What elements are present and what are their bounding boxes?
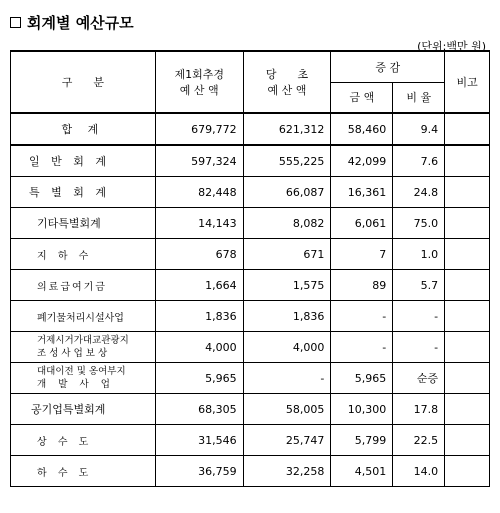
table-row [11, 239, 490, 270]
cell-ratio: 순증 [393, 363, 445, 394]
cell-supp: 679,772 [155, 113, 243, 145]
budget-table [10, 50, 490, 487]
cell-note [445, 425, 490, 456]
table-row [11, 456, 490, 487]
table-row [11, 113, 490, 145]
cell-ratio: 75.0 [393, 208, 445, 239]
row-label: 지 하 수 [11, 239, 156, 270]
cell-supp: 36,759 [155, 456, 243, 487]
cell-ratio: 5.7 [393, 270, 445, 301]
row-label: 상 수 도 [11, 425, 156, 456]
header-orig-budget: 당 초 예 산 액 [243, 51, 331, 113]
table-row [11, 363, 490, 394]
cell-amount: 58,460 [331, 113, 393, 145]
title-text: 회계별 예산규모 [27, 14, 134, 32]
cell-note [445, 394, 490, 425]
cell-note [445, 208, 490, 239]
cell-supp: 14,143 [155, 208, 243, 239]
cell-orig: 58,005 [243, 394, 331, 425]
table-row [11, 301, 490, 332]
cell-supp: 68,305 [155, 394, 243, 425]
row-label: 기타특별회계 [11, 208, 156, 239]
row-label: 폐기물처리시설사업 [11, 301, 156, 332]
header-ratio: 비 율 [393, 82, 445, 113]
table-row [11, 208, 490, 239]
cell-ratio: 1.0 [393, 239, 445, 270]
row-label: 공기업특별회계 [11, 394, 156, 425]
header-amount: 금 액 [331, 82, 393, 113]
cell-amount: 7 [331, 239, 393, 270]
row-label: 대대이전 및 옹여부지 개 발 사 업 [11, 363, 156, 394]
cell-ratio: 14.0 [393, 456, 445, 487]
cell-ratio: 24.8 [393, 177, 445, 208]
cell-orig: 555,225 [243, 145, 331, 177]
row-label: 특 별 회 계 [11, 177, 156, 208]
cell-amount: 6,061 [331, 208, 393, 239]
cell-supp: 5,965 [155, 363, 243, 394]
cell-amount: 5,799 [331, 425, 393, 456]
cell-ratio: 22.5 [393, 425, 445, 456]
cell-orig: 1,836 [243, 301, 331, 332]
header-supp-budget: 제1회추경 예 산 액 [155, 51, 243, 113]
cell-note [445, 332, 490, 363]
section-title [10, 12, 134, 33]
header-category: 구 분 [11, 51, 156, 113]
table-row [11, 332, 490, 363]
cell-amount: 42,099 [331, 145, 393, 177]
cell-note [445, 301, 490, 332]
row-label: 하 수 도 [11, 456, 156, 487]
cell-amount: 16,361 [331, 177, 393, 208]
cell-supp: 678 [155, 239, 243, 270]
table-row [11, 270, 490, 301]
cell-ratio: - [393, 332, 445, 363]
cell-supp: 4,000 [155, 332, 243, 363]
table-row [11, 394, 490, 425]
cell-orig: - [243, 363, 331, 394]
cell-note [445, 456, 490, 487]
cell-note [445, 270, 490, 301]
cell-supp: 1,836 [155, 301, 243, 332]
cell-supp: 1,664 [155, 270, 243, 301]
cell-orig: 25,747 [243, 425, 331, 456]
cell-amount: 89 [331, 270, 393, 301]
cell-amount: 5,965 [331, 363, 393, 394]
row-label: 일 반 회 계 [11, 145, 156, 177]
header-change: 증 감 [331, 51, 445, 82]
cell-ratio: 17.8 [393, 394, 445, 425]
cell-amount: - [331, 301, 393, 332]
cell-orig: 66,087 [243, 177, 331, 208]
cell-orig: 4,000 [243, 332, 331, 363]
cell-note [445, 239, 490, 270]
header-note: 비고 [445, 51, 490, 113]
cell-ratio: 7.6 [393, 145, 445, 177]
cell-ratio: 9.4 [393, 113, 445, 145]
cell-orig: 671 [243, 239, 331, 270]
cell-ratio: - [393, 301, 445, 332]
row-label: 거제시거가대교관광지 조 성 사 업 보 상 [11, 332, 156, 363]
table-row [11, 177, 490, 208]
row-label: 의료급여기금 [11, 270, 156, 301]
cell-note [445, 177, 490, 208]
cell-orig: 8,082 [243, 208, 331, 239]
cell-orig: 1,575 [243, 270, 331, 301]
table-row [11, 425, 490, 456]
unit-label: (단위:백만 원) [417, 40, 486, 53]
cell-note [445, 113, 490, 145]
cell-supp: 597,324 [155, 145, 243, 177]
cell-amount: 4,501 [331, 456, 393, 487]
row-label: 합 계 [11, 113, 156, 145]
cell-note [445, 145, 490, 177]
table-row [11, 145, 490, 177]
cell-supp: 82,448 [155, 177, 243, 208]
cell-amount: - [331, 332, 393, 363]
cell-supp: 31,546 [155, 425, 243, 456]
checkbox-square-icon [10, 17, 21, 28]
cell-orig: 32,258 [243, 456, 331, 487]
cell-orig: 621,312 [243, 113, 331, 145]
cell-note [445, 363, 490, 394]
cell-amount: 10,300 [331, 394, 393, 425]
